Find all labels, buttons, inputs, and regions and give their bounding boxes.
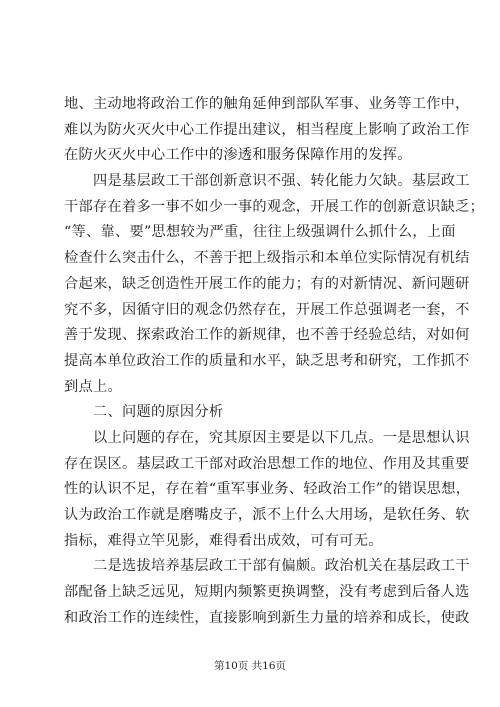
text-line: 性的认识不足，存在着“重军事业务、轻政治工作”的错误思想， <box>64 481 471 498</box>
page-number-footer: 第10页 共16页 <box>213 660 287 672</box>
text-line: 存在误区。基层政工干部对政治思想工作的地位、作用及其重要 <box>64 455 470 472</box>
paragraph-start-line: 二是选拔培养基层政工干部有偏颇。政治机关在基层政工干 <box>93 558 470 575</box>
text-line: 善于发现、探索政治工作的新规律，也不善于经验总结，对如何 <box>64 327 470 344</box>
text-line: “等、靠、要”思想较为严重，往往上级强调什么抓什么，上面 <box>64 224 456 241</box>
text-line: 合起来，缺乏创造性开展工作的能力；有的对新情况、新问题研 <box>64 275 470 292</box>
text-line: 提高本单位政治工作的质量和水平，缺乏思考和研究，工作抓不 <box>64 352 470 369</box>
text-line: 地、主动地将政治工作的触角延伸到部队军事、业务等工作中， <box>64 96 470 112</box>
text-line: 到点上。 <box>64 378 122 395</box>
text-line: 和政治工作的连续性，直接影响到新生力量的培养和成长，使政 <box>64 609 470 626</box>
text-line: 究不多，因循守旧的观念仍然存在，开展工作总强调老一套，不 <box>64 301 470 318</box>
text-line: 检查什么突击什么，不善于把上级指示和本单位实际情况有机结 <box>64 250 470 267</box>
text-line: 难以为防火灭火中心工作提出建议，相当程度上影响了政治工作 <box>64 121 470 138</box>
section-heading: 二、问题的原因分析 <box>93 404 224 421</box>
text-line: 部配备上缺乏远见，短期内频繁更换调整，没有考虑到后备人选 <box>64 584 470 601</box>
text-line: 干部存在着多一事不如少一事的观念，开展工作的创新意识缺乏； <box>64 198 485 215</box>
paragraph-start-line: 四是基层政工干部创新意识不强、转化能力欠缺。基层政工 <box>93 173 470 190</box>
document-body <box>64 92 485 631</box>
paragraph-start-line: 以上问题的存在，究其原因主要是以下几点。一是思想认识 <box>93 429 470 446</box>
text-line: 指标，难得立竿见影，难得看出成效，可有可无。 <box>64 532 383 549</box>
text-line: 在防火灭火中心工作中的渗透和服务保障作用的发挥。 <box>64 147 412 164</box>
text-line: 认为政治工作就是磨嘴皮子，派不上什么大用场，是软任务、软 <box>64 507 470 523</box>
